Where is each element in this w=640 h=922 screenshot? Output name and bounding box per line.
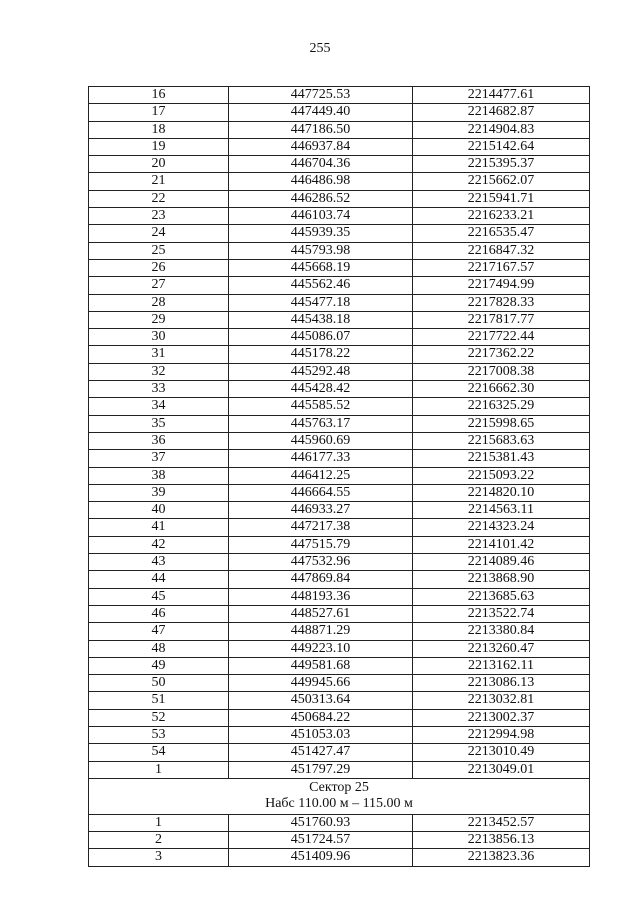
sector-title: Сектор 25 [309,779,369,795]
x-coordinate-cell: 447449.40 [229,104,413,120]
x-coordinate-cell: 445178.22 [229,346,413,362]
y-coordinate-cell: 2213868.90 [467,571,535,587]
x-coordinate-cell: 447532.96 [229,554,413,570]
table-row [88,381,590,398]
point-number-cell: 44 [89,571,229,587]
sector-subtitle: Набс 110.00 м – 115.00 м [265,795,413,811]
y-coordinate-cell: 2214477.61 [467,87,535,102]
table-row [88,554,590,571]
y-coordinate-cell: 2216325.29 [467,398,535,414]
point-number-cell: 50 [89,675,229,691]
x-coordinate-cell: 445585.52 [229,398,413,414]
table-row [88,623,590,640]
table-row [88,485,590,502]
y-coordinate-cell: 2214820.10 [467,484,535,500]
point-number-cell: 45 [89,589,229,605]
table-row [88,727,590,744]
y-coordinate-cell: 2214101.42 [467,536,535,552]
table-row [88,208,590,225]
table-row [88,519,590,536]
point-number-cell: 18 [89,122,229,138]
x-coordinate-cell: 445562.46 [229,277,413,293]
table-row [88,658,590,675]
y-coordinate-cell: 2214904.83 [467,121,535,137]
y-coordinate-cell: 2215941.71 [467,190,535,206]
table-row [88,815,590,832]
y-coordinate-cell: 2216847.32 [467,242,535,258]
point-number-cell: 26 [89,260,229,276]
page-number: 255 [309,41,331,56]
y-coordinate-cell: 2215381.43 [467,450,535,466]
point-number-cell: 17 [89,104,229,120]
y-coordinate-cell: 2215093.22 [467,467,535,483]
x-coordinate-cell: 448193.36 [229,589,413,605]
x-coordinate-cell: 446486.98 [229,173,413,189]
table-row [88,849,590,866]
y-coordinate-cell: 2213685.63 [467,588,535,604]
table-row [88,692,590,709]
table-row [88,502,590,519]
table-row [88,225,590,242]
point-number-cell: 33 [89,381,229,397]
point-number-cell: 29 [89,312,229,328]
point-number-cell: 53 [89,727,229,743]
point-number-cell: 19 [89,139,229,155]
table-row [88,364,590,381]
point-number-cell: 32 [89,364,229,380]
x-coordinate-cell: 446177.33 [229,450,413,466]
point-number-cell: 34 [89,398,229,414]
table-row [88,832,590,849]
point-number-cell: 51 [89,692,229,708]
point-number-cell: 47 [89,623,229,639]
table-row [88,416,590,433]
x-coordinate-cell: 448527.61 [229,606,413,622]
table-row [88,606,590,623]
y-coordinate-cell: 2213823.36 [467,849,535,865]
point-number-cell: 30 [89,329,229,345]
x-coordinate-cell: 450313.64 [229,692,413,708]
y-coordinate-cell: 2215998.65 [467,415,535,431]
x-coordinate-cell: 451724.57 [229,832,413,848]
x-coordinate-cell: 451797.29 [229,762,413,778]
table-row [88,744,590,761]
point-number-cell: 24 [89,225,229,241]
x-coordinate-cell: 448871.29 [229,623,413,639]
x-coordinate-cell: 445793.98 [229,243,413,259]
x-coordinate-cell: 446286.52 [229,191,413,207]
x-coordinate-cell: 447725.53 [229,87,413,103]
table-row [88,346,590,363]
y-coordinate-cell: 2215662.07 [467,173,535,189]
point-number-cell: 37 [89,450,229,466]
y-coordinate-cell: 2215142.64 [467,138,535,154]
point-number-cell: 31 [89,346,229,362]
point-number-cell: 43 [89,554,229,570]
table-row [88,173,590,190]
table-row [88,139,590,156]
y-coordinate-cell: 2217008.38 [467,363,535,379]
x-coordinate-cell: 445939.35 [229,225,413,241]
x-coordinate-cell: 447515.79 [229,537,413,553]
coordinates-table [88,86,590,867]
table-row [88,104,590,121]
table-row [88,450,590,467]
y-coordinate-cell: 2213380.84 [467,623,535,639]
point-number-cell: 36 [89,433,229,449]
y-coordinate-cell: 2213086.13 [467,675,535,691]
y-coordinate-cell: 2216535.47 [467,225,535,241]
point-number-cell: 20 [89,156,229,172]
x-coordinate-cell: 449945.66 [229,675,413,691]
x-coordinate-cell: 446704.36 [229,156,413,172]
table-row [88,156,590,173]
x-coordinate-cell: 446103.74 [229,208,413,224]
y-coordinate-cell: 2217722.44 [467,329,535,345]
x-coordinate-cell: 451427.47 [229,744,413,760]
point-number-cell: 22 [89,191,229,207]
point-number-cell: 39 [89,485,229,501]
y-coordinate-cell: 2213162.11 [468,657,534,673]
y-coordinate-cell: 2217167.57 [467,259,535,275]
x-coordinate-cell: 445477.18 [229,295,413,311]
y-coordinate-cell: 2213032.81 [467,692,535,708]
y-coordinate-cell: 2216662.30 [467,381,535,397]
x-coordinate-cell: 446933.27 [229,502,413,518]
y-coordinate-cell: 2214682.87 [467,104,535,120]
point-number-cell: 27 [89,277,229,293]
point-number-cell: 54 [89,744,229,760]
x-coordinate-cell: 451053.03 [229,727,413,743]
x-coordinate-cell: 446664.55 [229,485,413,501]
y-coordinate-cell: 2215683.63 [467,432,535,448]
point-number-cell: 16 [89,87,229,103]
y-coordinate-cell: 2217828.33 [467,294,535,310]
x-coordinate-cell: 449581.68 [229,658,413,674]
table-row [88,589,590,606]
point-number-cell: 25 [89,243,229,259]
table-row [88,537,590,554]
table-row [88,329,590,346]
point-number-cell: 2 [89,832,229,848]
table-row [88,87,590,104]
x-coordinate-cell: 445428.42 [229,381,413,397]
x-coordinate-cell: 446412.25 [229,468,413,484]
y-coordinate-cell: 2214089.46 [467,554,535,570]
y-coordinate-cell: 2215395.37 [467,156,535,172]
y-coordinate-cell: 2213856.13 [467,832,535,848]
x-coordinate-cell: 445086.07 [229,329,413,345]
x-coordinate-cell: 445292.48 [229,364,413,380]
point-number-cell: 48 [89,641,229,657]
x-coordinate-cell: 450684.22 [229,710,413,726]
point-number-cell: 1 [89,762,229,778]
y-coordinate-cell: 2213452.57 [467,814,535,830]
point-number-cell: 38 [89,468,229,484]
y-coordinate-cell: 2212994.98 [467,726,535,742]
table-row [88,312,590,329]
x-coordinate-cell: 445763.17 [229,416,413,432]
y-coordinate-cell: 2216233.21 [467,208,535,224]
y-coordinate-cell: 2214323.24 [467,519,535,535]
y-coordinate-cell: 2213522.74 [467,605,535,621]
point-number-cell: 52 [89,710,229,726]
table-row [88,243,590,260]
sector-header [88,779,590,815]
point-number-cell: 41 [89,519,229,535]
point-number-cell: 3 [89,849,229,865]
table-row [88,398,590,415]
y-coordinate-cell: 2217494.99 [467,277,535,293]
point-number-cell: 1 [89,815,229,831]
y-coordinate-cell: 2214563.11 [468,502,534,518]
point-number-cell: 46 [89,606,229,622]
x-coordinate-cell: 449223.10 [229,641,413,657]
table-row [88,295,590,312]
x-coordinate-cell: 447186.50 [229,122,413,138]
x-coordinate-cell: 447869.84 [229,571,413,587]
point-number-cell: 42 [89,537,229,553]
x-coordinate-cell: 447217.38 [229,519,413,535]
x-coordinate-cell: 445960.69 [229,433,413,449]
table-row [88,260,590,277]
table-row [88,641,590,658]
point-number-cell: 49 [89,658,229,674]
table-row [88,277,590,294]
y-coordinate-cell: 2213002.37 [467,709,535,725]
y-coordinate-cell: 2213010.49 [467,744,535,760]
x-coordinate-cell: 445438.18 [229,312,413,328]
point-number-cell: 21 [89,173,229,189]
table-row [88,710,590,727]
table-row [88,468,590,485]
table-row [88,191,590,208]
y-coordinate-cell: 2217817.77 [467,311,535,327]
point-number-cell: 40 [89,502,229,518]
table-row [88,762,590,779]
point-number-cell: 35 [89,416,229,432]
y-coordinate-cell: 2213260.47 [467,640,535,656]
table-row [88,433,590,450]
x-coordinate-cell: 445668.19 [229,260,413,276]
table-row [88,571,590,588]
table-row [88,122,590,139]
y-coordinate-cell: 2217362.22 [467,346,535,362]
point-number-cell: 23 [89,208,229,224]
point-number-cell: 28 [89,295,229,311]
y-coordinate-cell: 2213049.01 [467,761,535,777]
x-coordinate-cell: 451760.93 [229,815,413,831]
x-coordinate-cell: 451409.96 [229,849,413,865]
x-coordinate-cell: 446937.84 [229,139,413,155]
table-row [88,675,590,692]
